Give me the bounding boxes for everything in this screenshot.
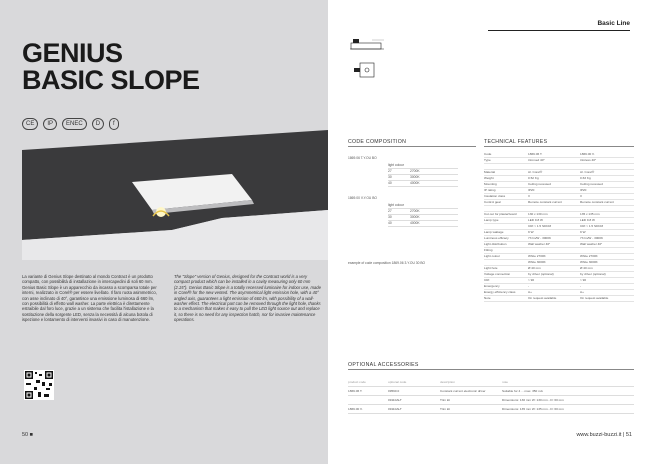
tech-cell	[528, 164, 580, 169]
accessories-cell: 09590.0	[388, 389, 400, 393]
description-english: The "Slope" version of Genius, designed for the Contract world is a very compact product which can be installed in a cavity measuring only 60 mm (2.15"). Genius Basic Slope is a totally recessed luminaire for indoor use, made in Corel® for the new vented. The asymmetrical light emission hole, with a 40° angled axis, guarantees a light emission of 660 lm, with possibility of a wall-washer effect. The electrical part can be removed through the light hole, thanks to a mechanism that makes it easy to pull the LED light source out and replace it, so there is no need for any inspection hatch, nor for invasive maintenance operations.	[174, 274, 321, 323]
tech-cell: 1869.00 V.	[580, 152, 595, 156]
f-mark-icon: f	[109, 118, 119, 130]
accessories-cell: 09110ALT	[388, 398, 402, 402]
series-label: Basic Line	[597, 20, 630, 27]
tech-cell: Ceiling recessed	[528, 182, 551, 186]
tech-cell: LED 9.8 W	[528, 218, 543, 222]
tech-cell: Wall washer 40°	[580, 242, 603, 246]
accessories-table	[348, 378, 634, 414]
tech-cell: Ø 40 mm	[528, 266, 541, 270]
tech-cell	[580, 206, 632, 211]
optional-accessories-heading: OPTIONAL ACCESSORIES	[348, 362, 419, 368]
qr-code-icon[interactable]	[24, 370, 54, 400]
accessories-cell: 09110ALT	[388, 407, 402, 411]
tech-cell: On request available	[580, 296, 609, 300]
tech-cell: Cut out for plasterboard	[484, 212, 517, 216]
tech-cell	[484, 260, 528, 265]
code-2-label: 1869.00 V.Y.OU BO	[348, 196, 377, 200]
product-photo	[22, 130, 328, 260]
tech-cell: White 2700K	[528, 254, 546, 258]
tech-cell: 73 lm/W - 3000K	[528, 236, 552, 240]
description-italian: La variante di Genius Slope destinato al mondo Contract è un prodotto compatto, con possibilità di installazione in intercapedini di soli 60 mm. Genius Basic Slope è un apparecchio da incasso a scomparsa totale per interni, realizzato in Corel® per essere livellato. Il faro ruota asimmetrico, con asse inclinato di 40°, garantisce una emissione luminosa di 660 lm, con possibilità di effetto wall washer. La parte elettrica è direttamente estraibile dal foro luce, grazie a un sistema che facilita l'istallazione e la sostituzione della sorgente LED, senza la necessità di alcuna botola di ispezione e lontamento di interventi invasivi in caso di manutenzione.	[22, 274, 157, 323]
optional-accessories-rule	[348, 369, 634, 370]
accessories-header-cell: description	[440, 380, 455, 384]
accessories-cell: 1869.00 V.	[348, 407, 363, 411]
tech-cell: 0.63 Kg	[580, 176, 591, 180]
tech-cell: Fitting	[484, 248, 493, 252]
accessories-cell: Trim kit	[440, 398, 451, 402]
tech-cell: Code	[484, 152, 492, 156]
tech-cell: Note	[484, 296, 491, 300]
tech-cell: Control gear	[484, 200, 502, 204]
tech-cell: Light distribution	[484, 242, 507, 246]
ip-mark-icon: IP	[43, 118, 57, 130]
accessories-cell: Dimensions: 130 mm W: 130 mm - D: 60 mm	[502, 398, 564, 402]
tech-cell: White 2700K	[580, 254, 598, 258]
page-number-left: 50 ■	[22, 432, 33, 438]
technical-drawing-front	[352, 62, 382, 80]
tech-cell: Emergency	[484, 284, 500, 288]
tech-cell: Remote constant current	[528, 200, 562, 204]
d-mark-icon: D	[92, 118, 104, 130]
tech-cell	[484, 224, 528, 229]
tech-cell: Al. Corel®	[528, 170, 543, 174]
tech-cell: 130 x 130 mm	[528, 212, 548, 216]
tech-cell: A+	[580, 290, 584, 294]
accessories-cell: Trim kit	[440, 407, 451, 411]
tech-cell: Insulation class	[484, 194, 506, 198]
accessories-row	[348, 396, 634, 405]
accessories-cell: Suitable for 4 ... max. 350 mA	[502, 389, 543, 393]
tech-cell	[528, 206, 580, 211]
tech-cell: IP20	[580, 188, 587, 192]
tech-cell: Voltage connection	[484, 272, 511, 276]
tech-cell: 0.52 Kg	[528, 176, 539, 180]
enec-mark-icon: ENEC	[62, 118, 87, 130]
accessories-header-row	[348, 378, 634, 387]
page-number-right: www.buzzi-buzzi.it | 51	[576, 432, 632, 438]
tech-cell: Al. Corel®	[580, 170, 595, 174]
tech-cell: trimless 40°	[580, 158, 597, 162]
title-line-2: BASIC SLOPE	[22, 65, 200, 95]
tech-cell: 1869.06 T.	[528, 152, 543, 156]
tech-cell: -	[528, 284, 530, 288]
technical-drawing-top	[350, 36, 386, 54]
accessories-cell: 1869.06 T.	[348, 389, 363, 393]
tech-cell: On request available	[528, 296, 557, 300]
accessories-header-cell: product code	[348, 380, 366, 384]
tech-cell	[484, 206, 528, 211]
code-2-variants: light colour 27 2700K 30 3000K 40 4000K	[388, 203, 458, 227]
tech-cell: Wall washer 40°	[528, 242, 551, 246]
tech-cell: Remote constant current	[580, 200, 614, 204]
tech-cell	[580, 248, 632, 253]
tech-cell: Mounting	[484, 182, 497, 186]
tech-cell: LED 9.8 W	[580, 218, 595, 222]
accessories-cell	[348, 396, 388, 404]
tech-cell	[528, 248, 580, 253]
accessories-row	[348, 405, 634, 414]
tech-cell: trimmed 40°	[528, 158, 545, 162]
tech-cell: Ceiling recessed	[580, 182, 603, 186]
tech-cell: 9 W	[528, 230, 534, 234]
accessories-cell: Dimensions: 135 mm W: 135 mm - D: 60 mm	[502, 407, 564, 411]
tech-cell: by driver (optional)	[528, 272, 554, 276]
tech-cell: CRI	[484, 278, 490, 282]
ce-mark-icon: CE	[22, 118, 38, 130]
tech-cell: White 3000K	[580, 260, 598, 264]
tech-cell: IP20	[528, 188, 535, 192]
tech-cell: -	[580, 284, 582, 288]
tech-cell: CRI > 1.5 SDCM	[528, 224, 552, 228]
tech-cell: Type	[484, 158, 491, 162]
accessories-row	[348, 387, 634, 396]
tech-cell: Lamp wattage	[484, 230, 504, 234]
tech-cell: White 3000K	[528, 260, 546, 264]
tech-cell: II	[580, 194, 582, 198]
code-1-variants: light colour 27 2700K 30 3000K 40 4000K	[388, 163, 458, 187]
tech-cell: Light colour	[484, 254, 500, 258]
tech-cell	[580, 164, 632, 169]
certification-marks	[22, 118, 119, 130]
tech-cell: > 90	[528, 278, 535, 282]
tech-cell	[484, 164, 528, 169]
tech-cell: Weight	[484, 176, 494, 180]
tech-cell: IP rating	[484, 188, 496, 192]
tech-cell: Lamp type	[484, 218, 499, 222]
accessories-header-cell: optional code	[388, 380, 407, 384]
tech-cell: 9 W	[580, 230, 586, 234]
title-line-1: GENIUS	[22, 38, 123, 68]
tech-cell: CRI > 1.5 SDCM	[580, 224, 604, 228]
header-rule	[488, 30, 630, 31]
code-1-label: 1869.06 T.Y.OU BO	[348, 156, 377, 160]
tech-cell: II	[528, 194, 530, 198]
technical-features-table	[484, 152, 634, 302]
product-title	[22, 40, 200, 94]
code-example: example of code composition 1869.06 3.Y.OU 30 BO	[348, 261, 426, 265]
tech-cell: Energy efficiency class	[484, 290, 516, 294]
code-composition-rule	[348, 146, 476, 147]
accessories-cell: Constant current electronic driver	[440, 389, 486, 393]
tech-cell: > 90	[580, 278, 587, 282]
technical-features-heading: TECHNICAL FEATURES	[484, 139, 548, 145]
technical-features-rule	[484, 146, 634, 147]
tech-cell: by driver (optional)	[580, 272, 606, 276]
tech-cell: Material	[484, 170, 496, 174]
code-composition-heading: CODE COMPOSITION	[348, 139, 407, 145]
tech-cell: Luminous efficacy	[484, 236, 509, 240]
tech-cell: Light hole	[484, 266, 498, 270]
tech-cell: A+	[528, 290, 532, 294]
tech-row	[484, 296, 634, 302]
tech-cell: Ø 40 mm	[580, 266, 593, 270]
website-link[interactable]: www.buzzi-buzzi.it	[576, 432, 622, 438]
tech-cell: 73 lm/W - 3000K	[580, 236, 604, 240]
tech-cell: 135 x 135 mm	[580, 212, 600, 216]
accessories-header-cell: note	[502, 380, 509, 384]
